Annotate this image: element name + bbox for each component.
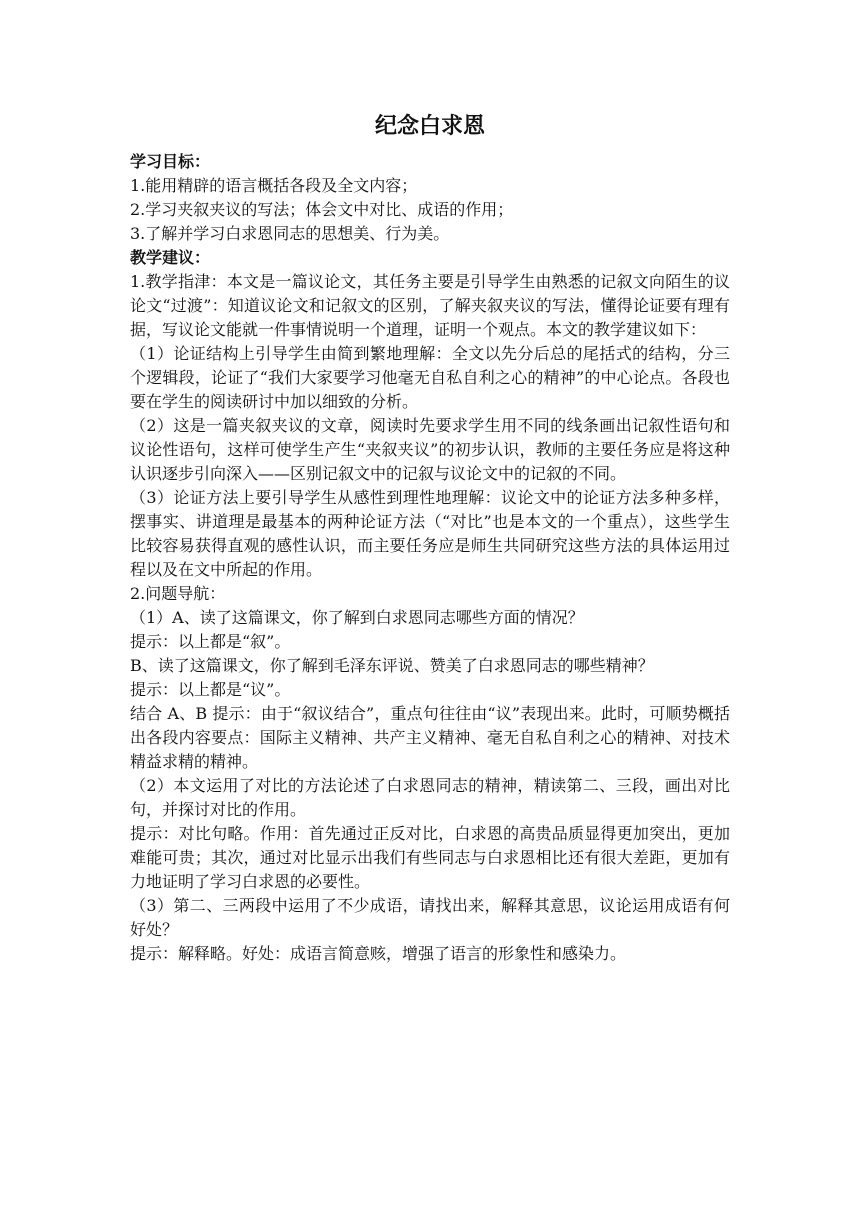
hint-2: 提示：对比句略。作用：首先通过正反对比，白求恩的高贵品质显得更加突出，更加难能可贵；其次，通过对比显示出我们有些同志与白求恩相比还有很大差距，更加有力地证明了学习白求恩的必要性。 xyxy=(130,824,730,891)
question-2: （2）本文运用了对比的方法论述了白求恩同志的精神，精读第二、三段，画出对比句，并探讨对比的作用。 xyxy=(130,776,730,819)
document-body xyxy=(130,110,730,966)
question-3: （3）第二、三两段中运用了不少成语，请找出来，解释其意思，议论运用成语有何好处？ xyxy=(130,896,730,939)
hint-1a: 提示：以上都是“叙”。 xyxy=(130,632,291,651)
section-heading-learning-goals: 学习目标： xyxy=(130,152,211,171)
teaching-guide-paragraph: 1.教学指津：本文是一篇议论文，其任务主要是引导学生由熟悉的记叙文向陌生的议论文“过渡”：知道议论文和记叙文的区别，了解夹叙夹议的写法，懂得论证要有理有据，写议论文能就一件事情说明一个道理，证明一个观点。本文的教学建议如下： xyxy=(130,272,730,339)
suggestion-2: （2）这是一篇夹叙夹议的文章，阅读时先要求学生用不同的线条画出记叙性语句和议论性语句，这样可使学生产生“夹叙夹议”的初步认识，教师的主要任务应是将这种认识逐步引向深入——区别记叙文中的记叙与议论文中的记叙的不同。 xyxy=(130,416,730,483)
question-1a: （1）A、读了这篇课文，你了解到白求恩同志哪些方面的情况？ xyxy=(130,608,584,627)
suggestion-3: （3）论证方法上要引导学生从感性到理性地理解：议论文中的论证方法多种多样，摆事实、讲道理是最基本的两种论证方法（“对比”也是本文的一个重点），这些学生比较容易获得直观的感性认识，而主要任务应是师生共同研究这些方法的具体运用过程以及在文中所起的作用。 xyxy=(130,488,730,579)
document-title: 纪念白求恩 xyxy=(374,114,485,139)
combined-hint-ab: 结合 A、B 提示：由于“叙议结合”，重点句往往由“议”表现出来。此时，可顺势概括出各段内容要点：国际主义精神、共产主义精神、毫无自私自利之心的精神、对技术精益求精的精神。 xyxy=(130,704,730,771)
goal-item-1: 1.能用精辟的语言概括各段及全文内容； xyxy=(130,176,418,195)
goal-item-2: 2.学习夹叙夹议的写法；体会文中对比、成语的作用； xyxy=(130,200,514,219)
goal-item-3: 3.了解并学习白求恩同志的思想美、行为美。 xyxy=(130,224,450,243)
suggestion-1: （1）论证结构上引导学生由简到繁地理解：全文以先分后总的尾括式的结构，分三个逻辑段，论证了“我们大家要学习他毫无自私自利之心的精神”的中心论点。各段也要在学生的阅读研讨中加以细致的分析。 xyxy=(130,344,730,411)
question-navigation-heading: 2.问题导航： xyxy=(130,584,226,603)
question-1b: B、读了这篇课文，你了解到毛泽东评说、赞美了白求恩同志的哪些精神？ xyxy=(130,656,654,675)
section-heading-teaching-suggestions: 教学建议： xyxy=(130,248,211,267)
hint-1b: 提示：以上都是“议”。 xyxy=(130,680,291,699)
hint-3: 提示：解释略。好处：成语言简意赅，增强了语言的形象性和感染力。 xyxy=(130,944,627,963)
